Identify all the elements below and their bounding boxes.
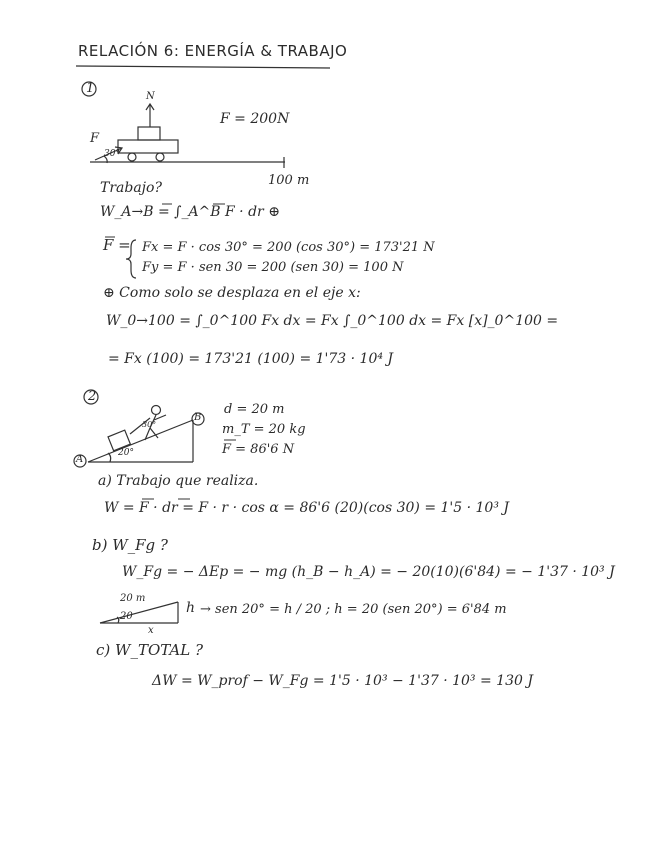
incline-diagram bbox=[74, 406, 204, 468]
force-value: F = 200N bbox=[220, 111, 290, 127]
distance-value: d = 20 m bbox=[224, 402, 285, 417]
page-title: RELACIÓN 6: ENERGÍA & TRABAJO bbox=[78, 42, 348, 60]
cart-body bbox=[118, 140, 178, 153]
person-head bbox=[152, 406, 161, 415]
fy-line: Fy = F · sen 30 = 200 (sen 30) = 100 N bbox=[142, 260, 404, 275]
title-underline bbox=[76, 66, 330, 68]
triangle-angle: 20 bbox=[120, 611, 133, 622]
part-b-question: b) W_Fg ? bbox=[92, 536, 168, 554]
triangle-height-label: h bbox=[186, 600, 196, 616]
distance-label: 100 m bbox=[268, 173, 310, 188]
part-a-equation: W = F · dr = F · r · cos α = 86'6 (20)(cos 30) = 1'5 · 10³ J bbox=[104, 500, 510, 516]
wheel-left bbox=[128, 153, 136, 161]
part-b-equation: W_Fg = − ΔEp = − mg (h_B − h_A) = − 20(10)(6'84) = − 1'37 · 10³ J bbox=[122, 564, 615, 580]
wheel-right bbox=[156, 153, 164, 161]
work-definition: W_A→B = ∫_A^B F · dr ⊕ bbox=[100, 204, 280, 220]
force-value-2: F = 86'6 N bbox=[222, 442, 295, 457]
part-c-question: c) W_TOTAL ? bbox=[96, 641, 204, 659]
part-a-question: a) Trabajo que realiza. bbox=[98, 473, 259, 489]
force-label: F bbox=[90, 131, 100, 146]
triangle-hypotenuse: 20 m bbox=[120, 593, 146, 604]
cart-top bbox=[138, 127, 160, 140]
height-equation: → sen 20° = h / 20 ; h = 20 (sen 20°) = 6'84 m bbox=[200, 602, 507, 617]
fx-line: Fx = F · cos 30° = 200 (cos 30°) = 173'21 N bbox=[142, 240, 435, 255]
part-c-equation: ΔW = W_prof − W_Fg = 1'5 · 10³ − 1'37 · 10³ = 130 J bbox=[152, 673, 533, 689]
height-triangle bbox=[100, 602, 178, 623]
point-A-label: A bbox=[76, 454, 84, 465]
mass-value: m_T = 20 kg bbox=[222, 422, 306, 437]
question-1: Trabajo? bbox=[100, 180, 162, 196]
problem-2-number: 2 bbox=[88, 389, 97, 404]
problem-1-number: 1 bbox=[86, 81, 95, 96]
work-integral: W_0→100 = ∫_0^100 Fx dx = Fx ∫_0^100 dx = Fx [x]_0^100 = bbox=[106, 313, 559, 329]
incline-angle: 20° bbox=[118, 448, 134, 458]
point-B-label: B bbox=[194, 412, 202, 423]
triangle-base: x bbox=[148, 625, 154, 636]
work-result: = Fx (100) = 173'21 (100) = 1'73 · 10⁴ J bbox=[108, 351, 394, 367]
angle-label: 30° bbox=[104, 149, 120, 159]
normal-label: N bbox=[146, 91, 155, 102]
tri-angle-arc bbox=[117, 617, 119, 623]
force-eq-label: F = bbox=[103, 236, 131, 254]
note-line: ⊕ Como solo se desplaza en el eje x: bbox=[103, 285, 361, 301]
tri-hyp bbox=[100, 602, 178, 623]
rope-angle: 30° bbox=[142, 420, 157, 429]
